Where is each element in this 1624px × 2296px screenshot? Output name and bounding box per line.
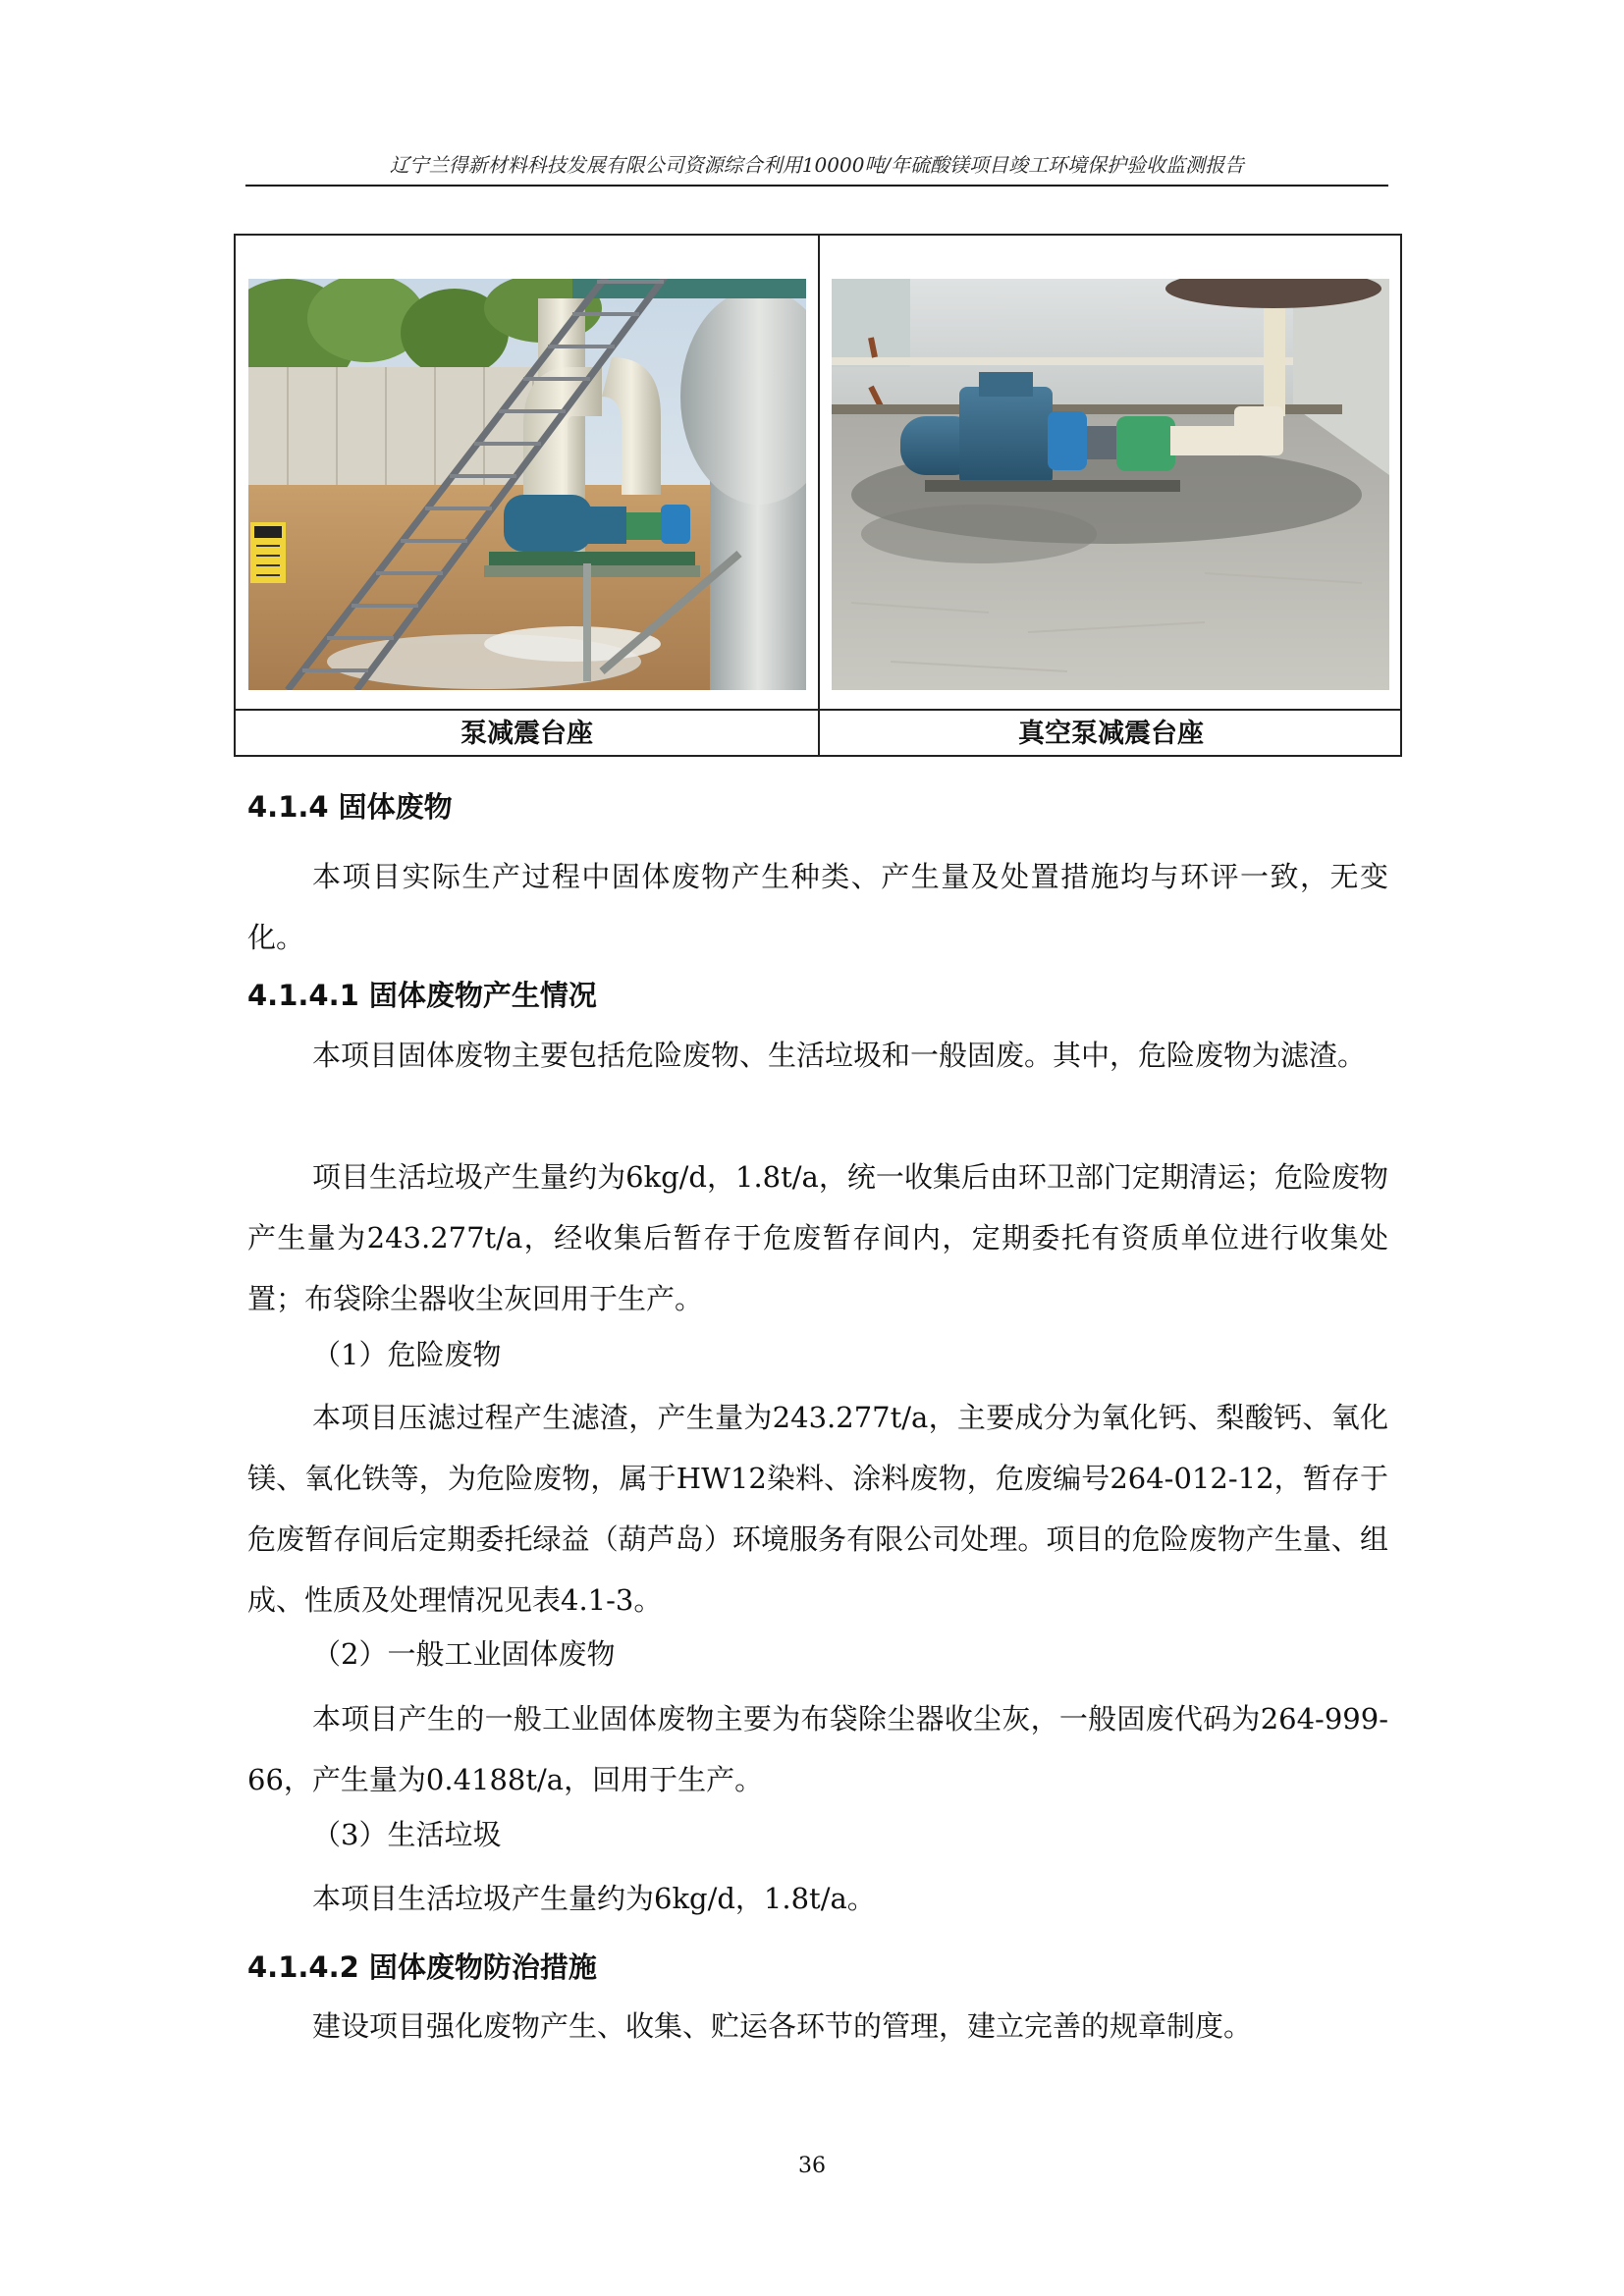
- page-header: 辽宁兰得新材料科技发展有限公司资源综合利用10000吨/年硫酸镁项目竣工环境保护验收监测报告: [389, 153, 1245, 177]
- photo-table: [234, 234, 1402, 757]
- vacuum-pump-base-photo: [832, 279, 1389, 690]
- item-general-industrial-waste: （2）一般工业固体废物: [312, 1637, 616, 1671]
- item-hazardous-waste: （1）危险废物: [312, 1338, 502, 1371]
- section-4-1-4-2-p1: 建设项目强化废物产生、收集、贮运各环节的管理，建立完善的规章制度。: [312, 2009, 1253, 2043]
- item-domestic-garbage: （3）生活垃圾: [312, 1818, 502, 1851]
- section-4-1-4-1-p5: 本项目生活垃圾产生量约为6kg/d，1.8t/a。: [312, 1882, 876, 1915]
- left-photo-caption: 泵减震台座: [460, 719, 593, 749]
- section-heading-4-1-4-1: 4.1.4.1 固体废物产生情况: [247, 979, 597, 1012]
- header-rule: [245, 185, 1388, 187]
- page-number: 36: [798, 2154, 826, 2178]
- section-heading-4-1-4: 4.1.4 固体废物: [247, 790, 453, 824]
- section-4-1-4-1-p3: 本项目压滤过程产生滤渣，产生量为243.277t/a，主要成分为氧化钙、梨酸钙、氧化镁、氧化铁等，为危险废物，属于HW12染料、涂料废物，危废编号264-012-12，暂存于危废暂存间后定期委托绿益（葫芦岛）环境服务有限公司处理。项目的危险废物产生量、组成、性质及处理情况见表4.1-3。: [247, 1401, 1388, 1617]
- section-4-1-4-1-p4: 本项目产生的一般工业固体废物主要为布袋除尘器收尘灰，一般固废代码为264-999-66，产生量为0.4188t/a，回用于生产。: [247, 1702, 1388, 1796]
- pump-base-photo: [248, 279, 806, 690]
- section-4-1-4-1-p2: 项目生活垃圾产生量约为6kg/d，1.8t/a，统一收集后由环卫部门定期清运；危险废物产生量为243.277t/a，经收集后暂存于危废暂存间内，定期委托有资质单位进行收集处置；布袋除尘器收尘灰回用于生产。: [247, 1160, 1388, 1315]
- right-photo-caption: 真空泵减震台座: [1018, 719, 1204, 749]
- section-4-1-4-1-p1: 本项目固体废物主要包括危险废物、生活垃圾和一般固废。其中，危险废物为滤渣。: [312, 1039, 1367, 1072]
- section-heading-4-1-4-2: 4.1.4.2 固体废物防治措施: [247, 1950, 597, 1984]
- section-4-1-4-intro: 本项目实际生产过程中固体废物产生种类、产生量及处置措施均与环评一致，无变化。: [247, 860, 1388, 954]
- table-divider-vertical: [818, 236, 820, 755]
